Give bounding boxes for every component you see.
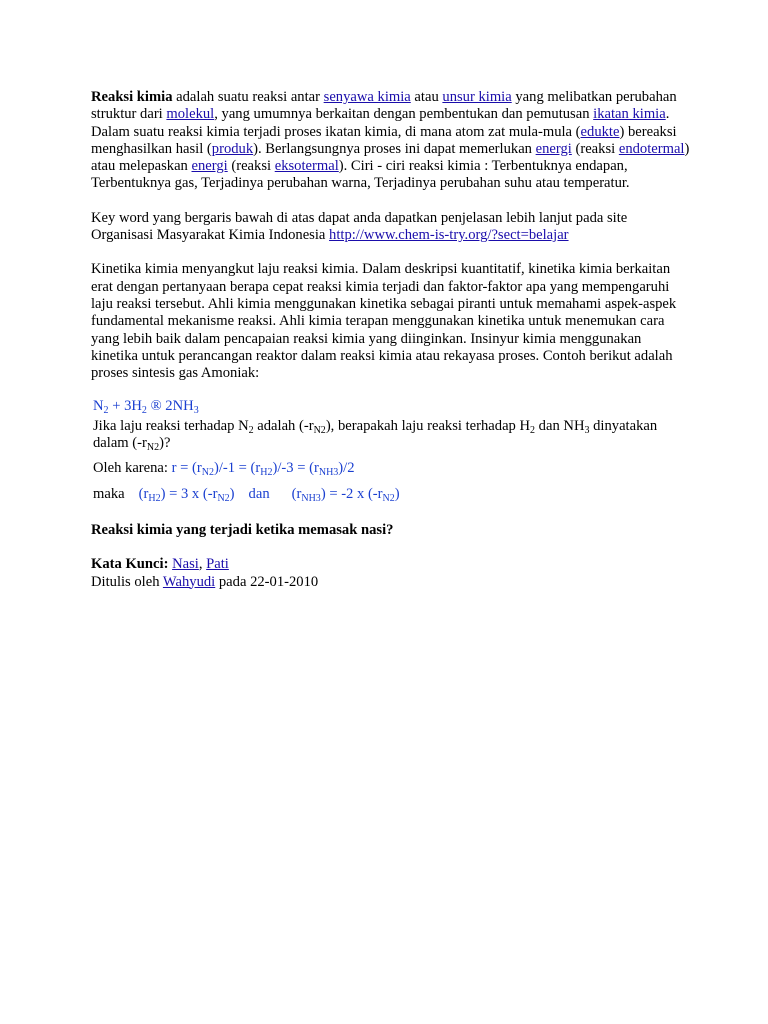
link-eksotermal[interactable]: eksotermal [274, 158, 339, 175]
link-senyawa-kimia[interactable]: senyawa kimia [323, 89, 411, 105]
link-author[interactable]: Wahyudi [162, 573, 216, 590]
byline: Ditulis oleh Wahyudi pada 22-01-2010 [91, 573, 319, 590]
equation-amoniak: $N_2 + 3H_2$ ® $2NH_3$ [93, 398, 199, 417]
heading-memasak-nasi: Reaksi kimia yang terjadi ketika memasak nasi? [91, 521, 394, 538]
keywords-line: Kata Kunci: Nasi, Pati [91, 556, 229, 573]
maka-line: maka $(r_{H2}) = 3$ x $(-r_{N2})$ dan $(r_{NH3}) = -2$ x $(-r_{N2})$ [93, 485, 400, 504]
oleh-karena-line: Oleh karena: $r = (r_{N2})/-1 = (r_{H2})/-3 = (r_{NH3})/2$ [93, 460, 355, 479]
paragraph-kinetika: Kinetika kimia menyangkut laju reaksi kimia. Dalam deskripsi kuantitatif, kinetika kimia berkaitan erat dengan pertanyaan berapa cepat reaksi kimia terjadi dan faktor-faktor apa yang mempengaruhi laju reaksi tersebut. Ahli kimia menggunakan kinetika sebagai piranti untuk memahami aspek-aspek fundamental mekanisme reaksi. Ahli kimia terapan menggunakan kinetika untuk menemukan cara yang lebih baik dalam pencapaian reaksi kimia yang diinginkan. Insinyur kimia menggunakan kinetika untuk perancangan reaktor dalam reaksi kimia atau rekayasa proses. Contoh berikut adalah proses sintesis gas Amoniak: [91, 261, 677, 382]
link-edukte[interactable]: edukte [580, 123, 620, 140]
link-produk[interactable]: produk [211, 140, 254, 157]
rate-expression: $r = (r_{N2})/-1 = (r_{H2})/-3 = (r_{NH3})/2$ [171, 460, 355, 479]
question-text: Jika laju reaksi terhadap $N_2$ adalah $(-r_{N2})$, berapakah laju reaksi terhadap $H_2$ dan $NH_3$ dinyatakan dalam $(-r_{N2})$? [93, 417, 658, 454]
link-ikatan-kimia[interactable]: ikatan kimia [593, 106, 666, 123]
paragraph-reaksi-kimia: Reaksi kimia adalah suatu reaksi antar senyawa kimia atau unsur kimia yang melibatkan perubahan struktur dari molekul, yang umumnya berkaitan dengan pembentukan dan pemutusan ikatan kimia. Dalam suatu reaksi kimia terjadi proses ikatan kimia, di mana atom zat mula-mula (edukte) bereaksi menghasilkan hasil (produk). Berlangsungnya proses ini dapat memerlukan energi (reaksi endotermal) atau melepaskan energi (reaksi eksotermal). Ciri - ciri reaksi kimia : Terbentuknya endapan, Terbentuknya gas, Terjadinya perubahan warna, Terjadinya perubahan suhu atau temperatur. [91, 89, 690, 192]
link-unsur-kimia[interactable]: unsur kimia [442, 89, 512, 105]
link-molekul[interactable]: molekul [166, 106, 215, 123]
link-chem-is-try[interactable]: http://www.chem-is-try.org/?sect=belajar [329, 227, 569, 244]
link-nasi[interactable]: Nasi [172, 556, 199, 573]
rate-nh3: $(r_{NH3}) = -2$ x $(-r_{N2})$ [291, 485, 400, 504]
link-pati[interactable]: Pati [206, 556, 229, 573]
link-endotermal[interactable]: endotermal [618, 140, 685, 157]
document-body [91, 89, 691, 591]
link-energi-2[interactable]: energi [191, 158, 228, 175]
paragraph-key-word: Key word yang bergaris bawah di atas dapat anda dapatkan penjelasan lebih lanjut pada site Organisasi Masyarakat Kimia Indonesia http://www.chem-is-try.org/?sect=belajar [91, 209, 628, 244]
link-energi-1[interactable]: energi [535, 140, 572, 157]
rate-h2: $(r_{H2}) = 3$ x $(-r_{N2})$ [138, 485, 235, 504]
term-reaksi-kimia: Reaksi kimia [91, 89, 173, 105]
